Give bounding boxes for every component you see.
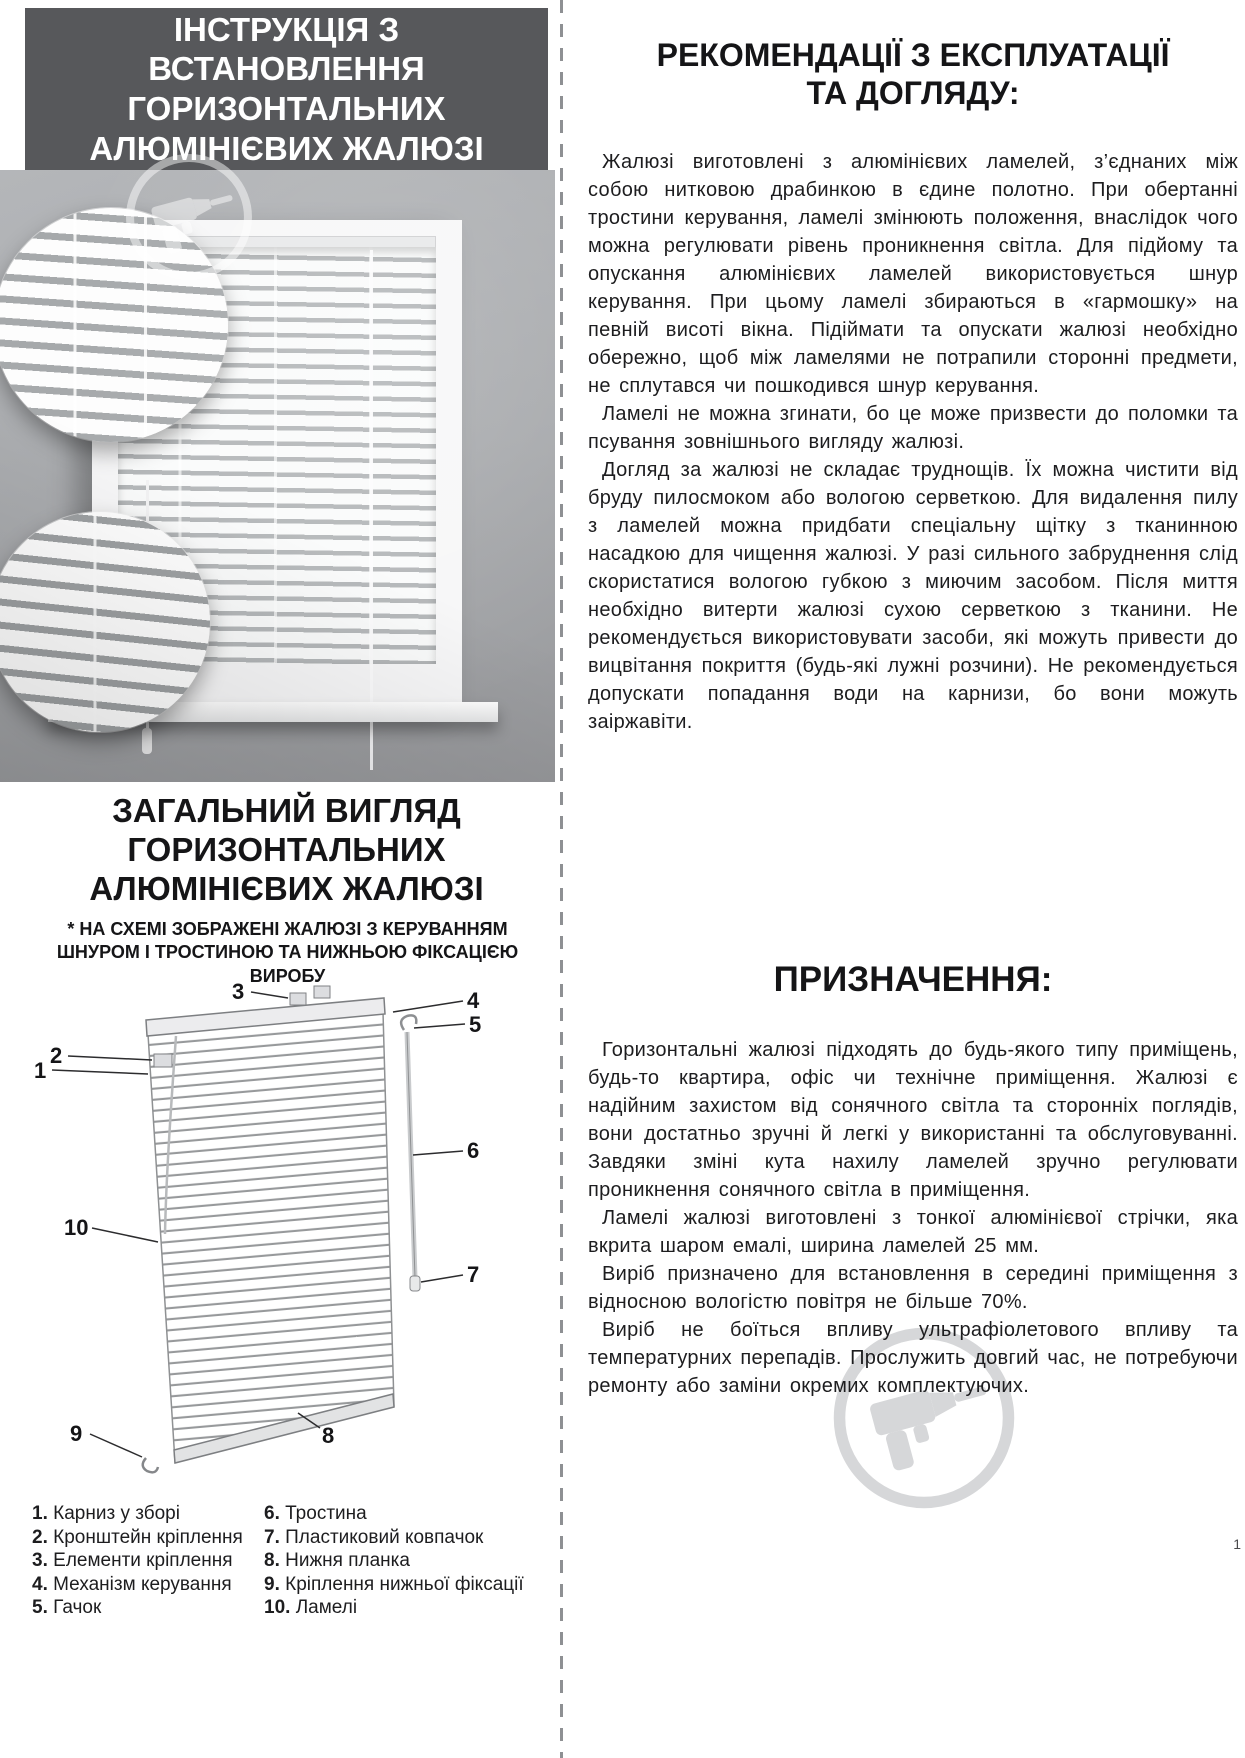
- diagram-callout-7: 7: [467, 1262, 480, 1287]
- legend-item-number: 7.: [264, 1526, 280, 1548]
- legend-item-label: Кріплення нижньої фіксації: [285, 1573, 524, 1595]
- legend-item-number: 10.: [264, 1597, 291, 1618]
- legend-item-number: 1.: [32, 1503, 48, 1524]
- drill-logo-icon: [122, 150, 256, 284]
- legend-item-label: Карниз у зборі: [53, 1503, 180, 1524]
- legend-item-label: Нижня планка: [285, 1550, 410, 1571]
- recommendations-text: [588, 148, 1238, 736]
- recommendations-title: РЕКОМЕНДАЦІЇ З ЕКСПЛУАТАЦІЇ ТА ДОГЛЯДУ:: [656, 37, 1170, 112]
- recommendations-paragraph: Догляд за жалюзі не складає труднощів. Їх можна чистити від бруду пилосмоком або вологою серветкою. Для видалення пилу з ламелей можна придбати спеціальну щітку з тканинною насадкою для чищення жалюзі. У разі сильного забруднення слід скористатися вологою губкою з миючим засобом. Після миття необхідно витерти жалюзі сухою серветкою з тканини. Не рекомендується використовувати засоби, які можуть привести до вицвітання покриття (будь-які лужні розчини). Не рекомендується допускати попадання води на карнизи, бо вони можуть заіржавіти.: [588, 459, 1238, 733]
- diagram-callout-3: 3: [232, 979, 245, 1004]
- purpose-paragraph: Горизонтальні жалюзі підходять до будь-якого типу приміщень, будь-то квартира, офіс чи технічне приміщення. Жалюзі є надійним захистом від сонячного світла та сторонніх поглядів, вони достатньо зручні й легкі у використанні та обслуговуванні. Завдяки зміні кута нахилу ламелей зручно регулювати проникнення сонячного світла в приміщення.: [588, 1039, 1238, 1201]
- diagram-callout-8: 8: [322, 1423, 335, 1448]
- diagram-callout-5: 5: [469, 1012, 482, 1037]
- page-number: 1: [1233, 1536, 1241, 1552]
- diagram-callout-9: 9: [70, 1421, 83, 1446]
- legend-item: [264, 1549, 548, 1573]
- window-frame: [92, 220, 462, 702]
- purpose-paragraph: Виріб призначено для встановлення в середині приміщення з відносною вологістю повітря не більше 70%.: [588, 1263, 1238, 1313]
- legend-item: [32, 1502, 264, 1526]
- diagram-callout-10: 10: [64, 1215, 89, 1240]
- legend-item-number: 3.: [32, 1550, 48, 1571]
- diagram-callout-1: 1: [34, 1058, 47, 1083]
- diagram-mount-clip: [314, 986, 330, 998]
- legend-item: [264, 1596, 548, 1620]
- diagram-bottom-fixation: [143, 1458, 158, 1472]
- legend-column-1: [32, 1502, 264, 1620]
- legend-item-number: 8.: [264, 1550, 280, 1571]
- legend-item-label: Гачок: [53, 1597, 102, 1618]
- legend-column-2: [264, 1502, 548, 1620]
- legend-item: [264, 1502, 548, 1526]
- overview-note: * НА СХЕМІ ЗОБРАЖЕНІ ЖАЛЮЗІ З КЕРУВАННЯМ ШНУРОМ І ТРОСТИНОЮ ТА НИЖНЬОЮ ФІКСАЦІЄЮ ВИРОБУ: [56, 919, 519, 986]
- tilt-wand: [370, 250, 373, 770]
- diagram-mount-clip: [290, 993, 306, 1005]
- detail-callout-bottom: [0, 512, 210, 732]
- legend-item: [264, 1526, 548, 1550]
- blinds-diagram: [8, 970, 546, 1498]
- overview-title: ЗАГАЛЬНИЙ ВИГЛЯД ГОРИЗОНТАЛЬНИХ АЛЮМІНІЄВИХ ЖАЛЮЗІ: [89, 792, 484, 907]
- legend-item: [32, 1573, 264, 1597]
- legend-item-label: Пластиковий ковпачок: [285, 1526, 484, 1548]
- legend-item: [264, 1573, 548, 1597]
- diagram-bracket: [154, 1054, 172, 1067]
- cord-weight: [142, 728, 152, 754]
- column-divider: [560, 0, 563, 1758]
- instruction-title: ІНСТРУКЦІЯ З ВСТАНОВЛЕННЯ ГОРИЗОНТАЛЬНИХ АЛЮМІНІЄВИХ ЖАЛЮЗІ: [89, 10, 484, 167]
- legend-item-number: 6.: [264, 1503, 280, 1524]
- brand-watermark-icon: [122, 150, 256, 284]
- legend-item-number: 9.: [264, 1573, 280, 1595]
- legend-item-number: 4.: [32, 1573, 48, 1595]
- legend-item: [32, 1549, 264, 1573]
- purpose-text: [588, 1036, 1238, 1400]
- legend-item-label: Тростина: [285, 1503, 367, 1524]
- legend: [32, 1502, 548, 1620]
- legend-item: [32, 1526, 264, 1550]
- legend-item-label: Елементи кріплення: [53, 1550, 233, 1571]
- window-blinds: [118, 247, 436, 664]
- diagram-callout-4: 4: [467, 988, 480, 1013]
- diagram-plastic-cap: [410, 1276, 420, 1291]
- pull-cord: [146, 480, 149, 735]
- legend-item-number: 2.: [32, 1526, 48, 1548]
- recommendations-paragraph: Жалюзі виготовлені з алюмінієвих ламелей, з’єднаних між собою нитковою драбинкою в єдине полотно. При обертанні тростини керування, ламелі змінюють положення, внаслідок чого можна регулювати рівень проникнення світла. Для підйому та опускання алюмінієвих ламелей використовується шнур керування. При цьому ламелі збираються в «гармошку» на певній висоті вікна. Підіймати та опускати жалюзі необхідно обережно, щоб між ламелями не потрапили сторонні предмети, не сплутався чи пошкодився шнур керування.: [588, 151, 1238, 397]
- legend-item-label: Кронштейн кріплення: [53, 1526, 243, 1548]
- window-sill: [48, 702, 498, 722]
- legend-item-label: Ламелі: [295, 1597, 358, 1618]
- recommendations-paragraph: Ламелі не можна згинати, бо це може призвести до поломки та псування зовнішнього вигляду жалюзі.: [588, 403, 1238, 453]
- purpose-paragraph: Виріб не боїться впливу ультрафіолетового впливу та температурних перепадів. Прослужить довгий час, не потребуючи ремонту або заміни окремих комплектуючих.: [588, 1319, 1238, 1397]
- purpose-title: ПРИЗНАЧЕННЯ:: [773, 960, 1053, 999]
- diagram-callout-2: 2: [50, 1043, 63, 1068]
- legend-item-label: Механізм керування: [53, 1573, 232, 1595]
- instruction-header: [25, 8, 548, 170]
- diagram-callout-6: 6: [467, 1138, 480, 1163]
- diagram-slats: [148, 1012, 394, 1462]
- legend-item-number: 5.: [32, 1597, 48, 1618]
- blinds-photo: [0, 170, 555, 782]
- purpose-paragraph: Ламелі жалюзі виготовлені з тонкої алюмінієвої стрічки, яка вкрита шаром емалі, ширина ламелей 25 мм.: [588, 1207, 1238, 1257]
- legend-item: [32, 1596, 264, 1620]
